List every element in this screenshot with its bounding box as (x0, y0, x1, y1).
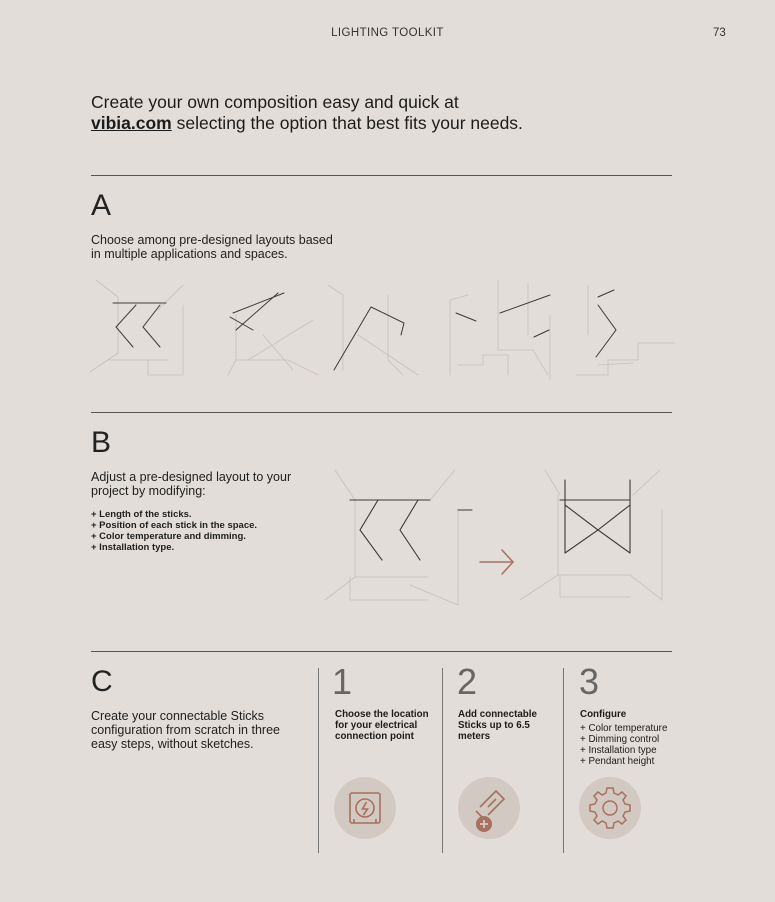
section-c-text-line: easy steps, without sketches. (91, 737, 254, 751)
step-1-title-line: connection point (335, 731, 414, 742)
arrow-right-icon (480, 550, 513, 574)
step-divider (318, 668, 319, 853)
step-2-icon-circle (458, 777, 520, 839)
intro-line-1: Create your own composition easy and quick at (91, 92, 459, 112)
section-b-text-line: project by modifying: (91, 484, 206, 498)
intro-text (91, 92, 651, 134)
bullet-item: + Installation type. (91, 542, 175, 553)
divider-a (91, 175, 672, 176)
step-divider (563, 668, 564, 853)
intro-line-2-rest: selecting the option that best fits your needs. (171, 113, 523, 133)
step-3-item: + Color temperature (580, 723, 668, 734)
bullet-item: + Length of the sticks. (91, 509, 192, 520)
gear-icon (579, 777, 641, 839)
step-2-title-line: Sticks up to 6.5 (458, 720, 530, 731)
step-3-item: + Pendant height (580, 756, 655, 767)
step-2-number: 2 (457, 661, 478, 702)
section-b-text (91, 470, 321, 498)
section-c-text-line: configuration from scratch in three (91, 723, 280, 737)
step-divider (442, 668, 443, 853)
section-a-text-line: in multiple applications and spaces. (91, 247, 288, 261)
section-a-text-line: Choose among pre-designed layouts based (91, 233, 333, 247)
step-3-icon-circle (579, 777, 641, 839)
section-b-bullets (91, 509, 321, 553)
layout-sketches-illustration (88, 275, 678, 390)
step-3-items (580, 723, 680, 767)
page-header-title: LIGHTING TOOLKIT (331, 27, 444, 39)
divider-b (91, 412, 672, 413)
step-1-title-line: Choose the location (335, 709, 429, 720)
step-3-number: 3 (579, 661, 600, 702)
section-b-text-line: Adjust a pre-designed layout to your (91, 470, 292, 484)
step-1-title (335, 709, 440, 742)
section-c-text (91, 709, 311, 751)
step-3-item: + Installation type (580, 745, 657, 756)
intro-line-2 (91, 113, 651, 134)
step-2-title-line: Add connectable (458, 709, 537, 720)
step-1-icon-circle (334, 777, 396, 839)
step-1-title-line: for your electrical (335, 720, 418, 731)
step-3-title: Configure (580, 709, 627, 720)
vibia-link[interactable]: vibia.com (91, 113, 172, 133)
step-1-number: 1 (332, 661, 353, 702)
page-number: 73 (713, 27, 726, 39)
section-a-letter: A (91, 189, 112, 222)
add-stick-icon (458, 777, 520, 839)
step-3-item: + Dimming control (580, 734, 660, 745)
section-c-text-line: Create your connectable Sticks (91, 709, 265, 723)
bullet-item: + Color temperature and dimming. (91, 531, 246, 542)
divider-c (91, 651, 672, 652)
step-2-title-line: meters (458, 731, 491, 742)
bullet-item: + Position of each stick in the space. (91, 520, 258, 531)
section-c-letter: C (91, 665, 113, 698)
layout-adjust-illustration (320, 465, 675, 610)
power-outlet-icon (334, 777, 396, 839)
step-2-title (458, 709, 558, 742)
section-a-text (91, 233, 391, 261)
section-b-letter: B (91, 426, 112, 459)
